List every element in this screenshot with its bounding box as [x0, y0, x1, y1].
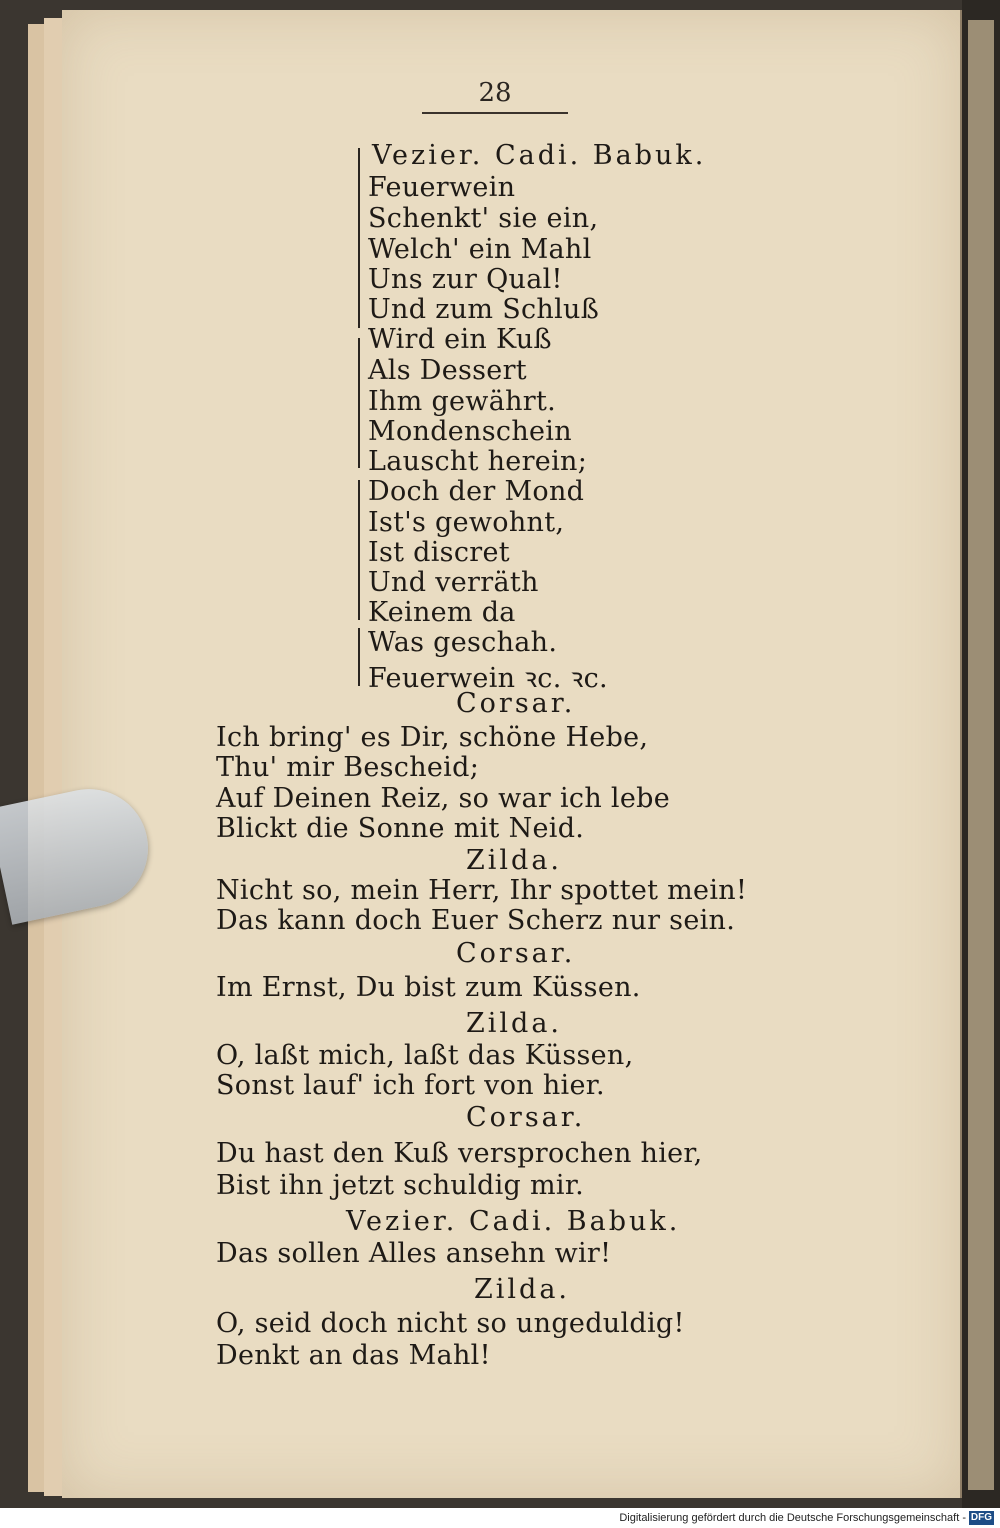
chorus-line: Keinem da: [368, 597, 516, 628]
verse-line: Nicht so, mein Herr, Ihr spottet mein!: [216, 875, 748, 906]
chorus-brace: [358, 628, 360, 686]
chorus-line: Ihm gewährt.: [368, 386, 557, 417]
chorus-brace: [358, 338, 360, 468]
verse-line: Sonst lauf' ich fort von hier.: [216, 1070, 605, 1101]
speaker-name: Zilda.: [466, 1008, 562, 1039]
chorus-line: Welch' ein Mahl: [368, 234, 592, 265]
chorus-line: Als Dessert: [368, 355, 527, 386]
chorus-line: Was geschah.: [368, 627, 558, 658]
chorus-line: Mondenschein: [368, 416, 572, 447]
verse-line: Denkt an das Mahl!: [216, 1340, 491, 1371]
chorus-line: Feuerwein ꝛc. ꝛc.: [368, 663, 608, 694]
speaker-name: Vezier. Cadi. Babuk.: [346, 1206, 681, 1237]
verse-line: O, seid doch nicht so ungeduldig!: [216, 1308, 685, 1339]
speaker-name: Zilda.: [474, 1274, 570, 1305]
chorus-line: Uns zur Qual!: [368, 264, 563, 295]
funding-credit: Digitalisierung gefördert durch die Deutsche Forschungsgemeinschaft -: [619, 1512, 966, 1524]
chorus-line: Ist discret: [368, 537, 510, 568]
page-number: 28: [478, 78, 512, 108]
header-rule: [422, 112, 568, 114]
speaker-name: Corsar.: [456, 688, 576, 719]
verse-line: Ich bring' es Dir, schöne Hebe,: [216, 722, 649, 753]
speaker-name: Corsar.: [456, 938, 576, 969]
chorus-line: Doch der Mond: [368, 476, 585, 507]
chorus-brace: [358, 480, 360, 620]
verse-line: Bist ihn jetzt schuldig mir.: [216, 1170, 584, 1201]
verse-line: Das sollen Alles ansehn wir!: [216, 1238, 612, 1269]
dfg-logo: DFG: [970, 1512, 992, 1523]
verse-line: Thu' mir Bescheid;: [216, 752, 480, 783]
book-binding-edge: [962, 0, 1000, 1510]
chorus-line: Schenkt' sie ein,: [368, 203, 599, 234]
chorus-speaker-heading: Vezier. Cadi. Babuk.: [372, 140, 707, 171]
verse-line: Blickt die Sonne mit Neid.: [216, 813, 585, 844]
digitization-footer: [0, 1508, 1000, 1528]
chorus-line: Und verräth: [368, 567, 539, 598]
verse-line: Du hast den Kuß versprochen hier,: [216, 1138, 703, 1169]
speaker-name: Zilda.: [466, 845, 562, 876]
speaker-name: Corsar.: [466, 1102, 586, 1133]
chorus-brace: [358, 148, 360, 328]
chorus-line: Wird ein Kuß: [368, 324, 552, 355]
verse-line: Im Ernst, Du bist zum Küssen.: [216, 972, 641, 1003]
chorus-line: Ist's gewohnt,: [368, 507, 565, 538]
verse-line: Auf Deinen Reiz, so war ich lebe: [216, 783, 670, 814]
chorus-line: Feuerwein: [368, 172, 516, 203]
chorus-line: Lauscht herein;: [368, 446, 588, 477]
chorus-line: Und zum Schluß: [368, 294, 600, 325]
verse-line: Das kann doch Euer Scherz nur sein.: [216, 905, 736, 936]
verse-line: O, laßt mich, laßt das Küssen,: [216, 1040, 634, 1071]
